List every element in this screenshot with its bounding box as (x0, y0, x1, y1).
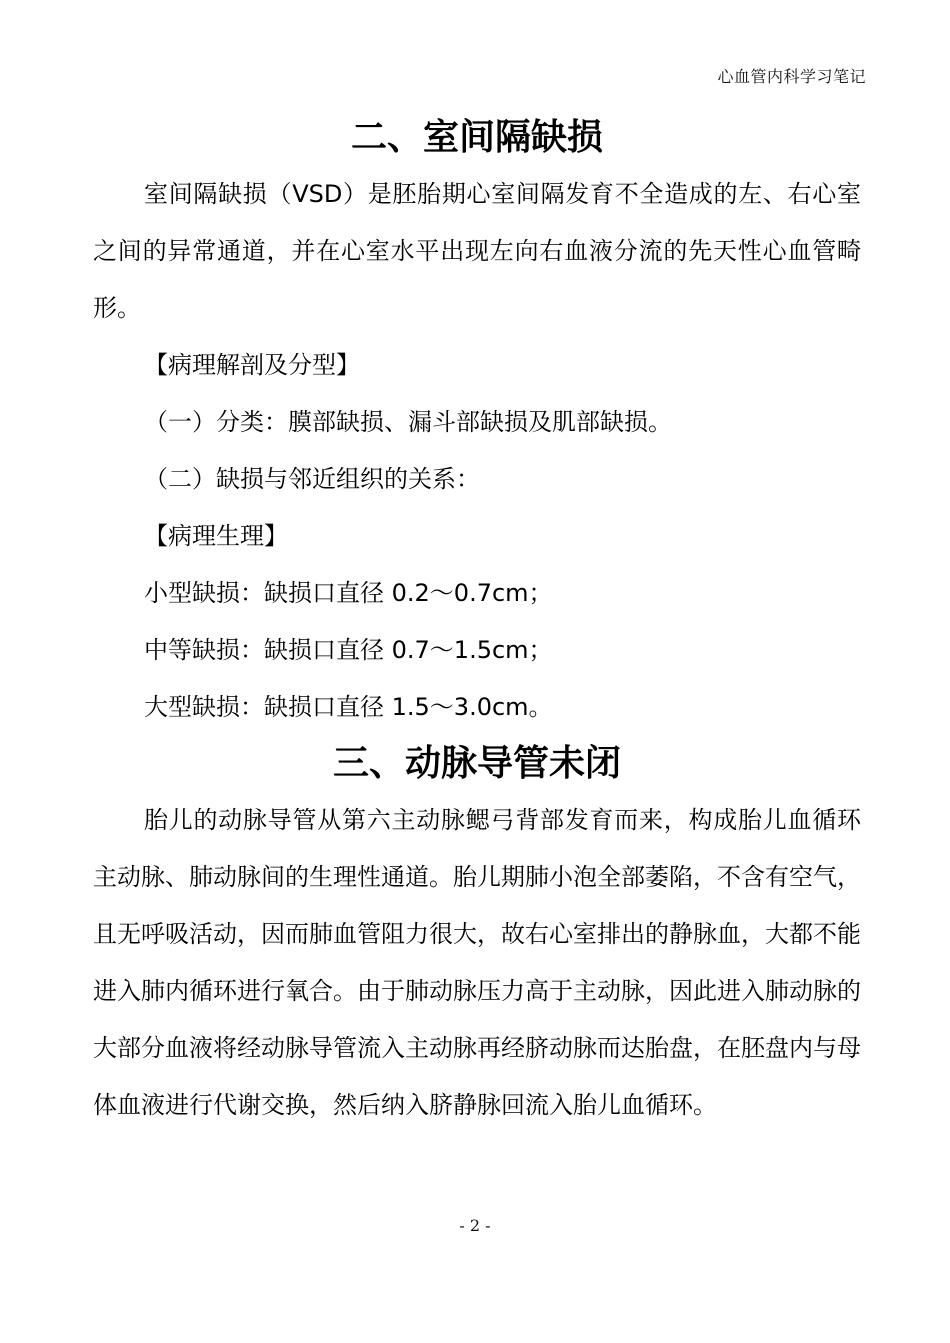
section-heading-vsd: 二、室间隔缺损 (350, 117, 603, 158)
vsd-intro-paragraph: 室间隔缺损（VSD）是胚胎期心室间隔发育不全造成的左、右心室之间的异常通道，并在心室水平出现左向右血液分流的先天性心血管畸形。 (93, 180, 861, 322)
pda-paragraph: 胎儿的动脉导管从第六主动脉鳃弓背部发育而来，构成胎儿血循环主动脉、肺动脉间的生理性通道。胎儿期肺小泡全部萎陷，不含有空气，且无呼吸活动，因而肺血管阻力很大，故右心室排出的静脉血，大都不能进入肺内循环进行氧合。由于肺动脉压力高于主动脉，因此进入肺动脉的大部分血液将经动脉导管流入主动脉再经脐动脉而达胎盘，在胚盘内与母体血液进行代谢交换，然后纳入脐静脉回流入胎儿血循环。 (93, 806, 861, 1119)
pathology-anatomy-title: 【病理解剖及分型】 (144, 351, 360, 379)
section-heading-pda: 三、动脉导管未闭 (332, 743, 621, 784)
large-defect-line: 大型缺损：缺损口直径 1.5～3.0cm。 (144, 693, 553, 721)
medium-defect-line: 中等缺损：缺损口直径 0.7～1.5cm； (144, 636, 553, 664)
relation-line: （二）缺损与邻近组织的关系： (144, 465, 480, 493)
page-header: 心血管内科学习笔记 (717, 67, 866, 86)
small-defect-line: 小型缺损：缺损口直径 0.2～0.7cm； (144, 579, 553, 607)
page-number: - 2 - (459, 1216, 491, 1235)
classification-line: （一）分类：膜部缺损、漏斗部缺损及肌部缺损。 (144, 408, 672, 436)
document-body (93, 110, 861, 1134)
pathophysiology-title: 【病理生理】 (144, 522, 288, 550)
